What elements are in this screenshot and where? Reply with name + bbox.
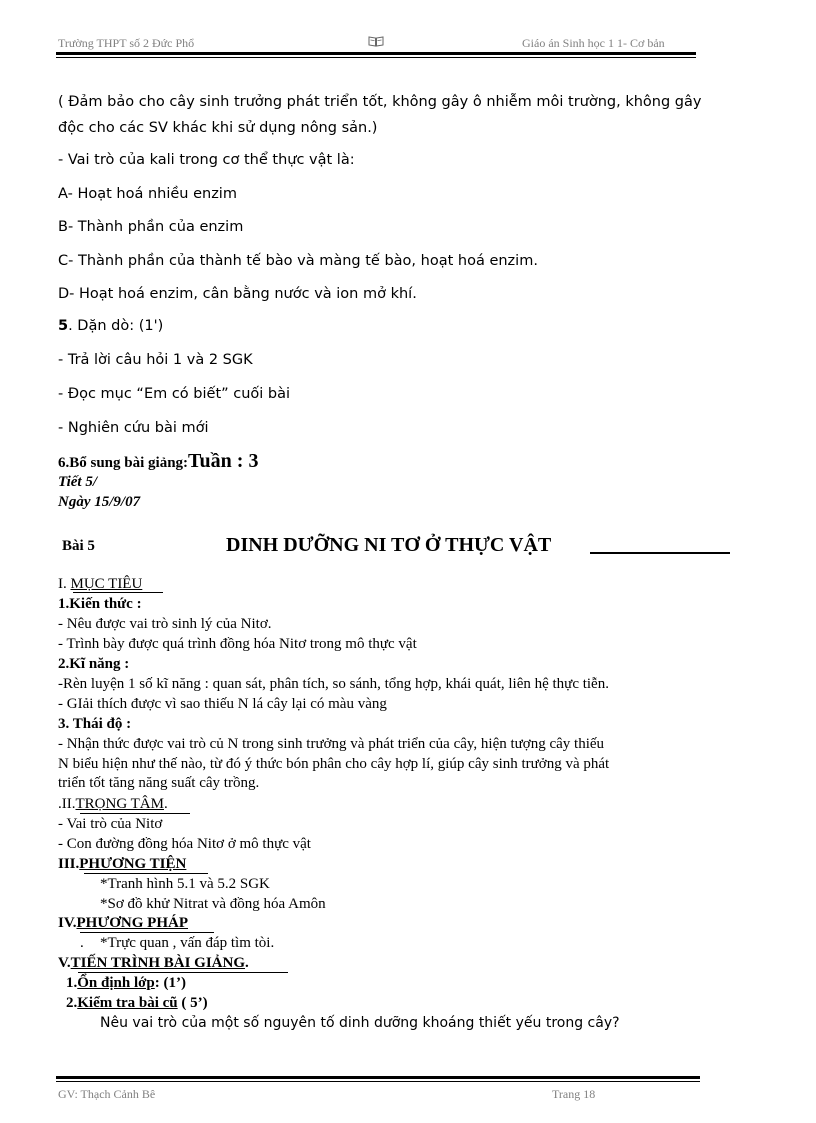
skills-title: 2.Kĩ năng : [58,656,130,672]
step-2-number: 2. [66,995,78,1011]
section-2-heading [58,796,168,813]
header-school: Trường THPT số 2 Đức Phổ [58,36,195,50]
footer-page-number: Trang 18 [552,1087,596,1101]
option-d: D- Hoạt hoá enzim, cân bằng nước và ion mở khí. [58,286,417,302]
homework-title: . Dặn dò: (1') [68,318,164,334]
step-1-rest: : (1’) [154,975,187,991]
focus-1: - Vai trò của Nitơ [58,816,163,832]
step-2-heading [66,995,208,1012]
media-1: *Tranh hình 5.1 và 5.2 SGK [100,876,270,892]
section-1-prefix: I. [58,576,71,592]
method-dot: . [80,935,84,951]
header-subject: Giáo án Sinh học 1 1- Cơ bản [522,36,665,50]
header-rule [56,52,696,55]
lesson-number: Bài 5 [62,538,95,554]
attitude-2: N biểu hiện như thế nào, từ đó ý thức bón phân cho cây hợp lí, giúp cây sinh trưởng và phát [58,756,610,772]
step-2-question: Nêu vai trò của một số nguyên tố dinh dưỡng khoáng thiết yếu trong cây? [100,1015,620,1031]
section-5-rule [78,972,288,973]
option-c: C- Thành phần của thành tế bào và màng tế bào, hoạt hoá enzim. [58,253,538,269]
title-underline [590,552,730,554]
section-5-title: TIẾN TRÌNH BÀI GIẢNG [70,955,246,971]
header-rule-thin [56,57,696,58]
step-1-title: Ổn định lớp [77,975,155,991]
homework-item-3: - Nghiên cứu bài mới [58,420,209,436]
week-label: Tuần : 3 [188,450,259,472]
footer-rule [56,1076,700,1079]
homework-heading [58,318,163,334]
section-3-heading [58,856,186,873]
homework-item-2: - Đọc mục “Em có biết” cuối bài [58,386,291,402]
method-1: *Trực quan , vấn đáp tìm tòi. [100,935,275,951]
section-5-heading [58,955,249,972]
date-label: Ngày 15/9/07 [58,494,141,510]
footer-rule-thin [56,1081,700,1082]
option-a: A- Hoạt hoá nhiều enzim [58,186,237,202]
homework-item-1: - Trả lời câu hỏi 1 và 2 SGK [58,352,253,368]
option-b: B- Thành phần của enzim [58,219,244,235]
section-3-rule [84,873,208,874]
section-2-suffix: . [163,796,168,812]
section-2-prefix: .II. [58,796,76,812]
section-4-title: PHƯƠNG PHÁP [76,915,189,931]
section-5-prefix: V. [58,955,71,971]
section-1-rule [73,592,163,593]
homework-number: 5 [58,318,69,334]
lesson-title: DINH DƯỠNG NI TƠ Ở THỰC VẬT [226,534,552,556]
knowledge-1: - Nêu được vai trò sinh lý của Nitơ. [58,616,272,632]
section-3-prefix: III. [58,856,80,872]
attitude-3: triển tốt tăng năng suất cây trồng. [58,775,260,791]
skills-1: -Rèn luyện 1 số kĩ năng : quan sát, phân tích, so sánh, tổng hợp, khái quát, liên hệ thực tiễn. [58,676,609,692]
book-icon [368,34,384,52]
section-4-heading [58,915,188,932]
skills-2: - GIải thích được vì sao thiếu N lá cây lại có màu vàng [58,696,387,712]
supplement-line [58,450,258,473]
step-1-heading [66,975,186,992]
knowledge-2: - Trình bày được quá trình đồng hóa Nitơ trong mô thực vật [58,636,417,652]
media-2: *Sơ đồ khử Nitrat và đồng hóa Amôn [100,896,326,912]
section-2-rule [80,813,190,814]
step-1-number: 1. [66,975,78,991]
section-2-title: TRỌNG TÂM [75,796,164,812]
note-line-1: ( Đảm bảo cho cây sinh trưởng phát triển tốt, không gây ô nhiễm môi trường, không gây [58,94,702,110]
supplement-label: 6.Bổ sung bài giảng: [58,455,189,471]
section-1-heading [58,576,142,593]
section-3-title: PHƯƠNG TIỆN [79,856,187,872]
question-kali: - Vai trò của kali trong cơ thể thực vật là: [58,152,355,168]
attitude-1: - Nhận thức được vai trò củ N trong sinh trưởng và phát triển của cây, hiện tượng cây thiếu [58,736,605,752]
step-2-title: Kiểm tra bài cũ [77,995,178,1011]
knowledge-title: 1.Kiến thức : [58,596,142,612]
focus-2: - Con đường đồng hóa Nitơ ở mô thực vật [58,836,311,852]
section-5-suffix: . [245,955,249,971]
footer-teacher: GV: Thạch Cảnh Bê [58,1087,156,1101]
period-label: Tiết 5/ [58,474,98,490]
step-2-rest: ( 5’) [177,995,208,1011]
section-4-rule [80,932,214,933]
note-line-2: độc cho các SV khác khi sử dụng nông sản.) [58,120,378,136]
attitude-title: 3. Thái độ : [58,716,132,732]
section-1-title: MỤC TIÊU [70,576,143,592]
section-4-prefix: IV. [58,915,77,931]
